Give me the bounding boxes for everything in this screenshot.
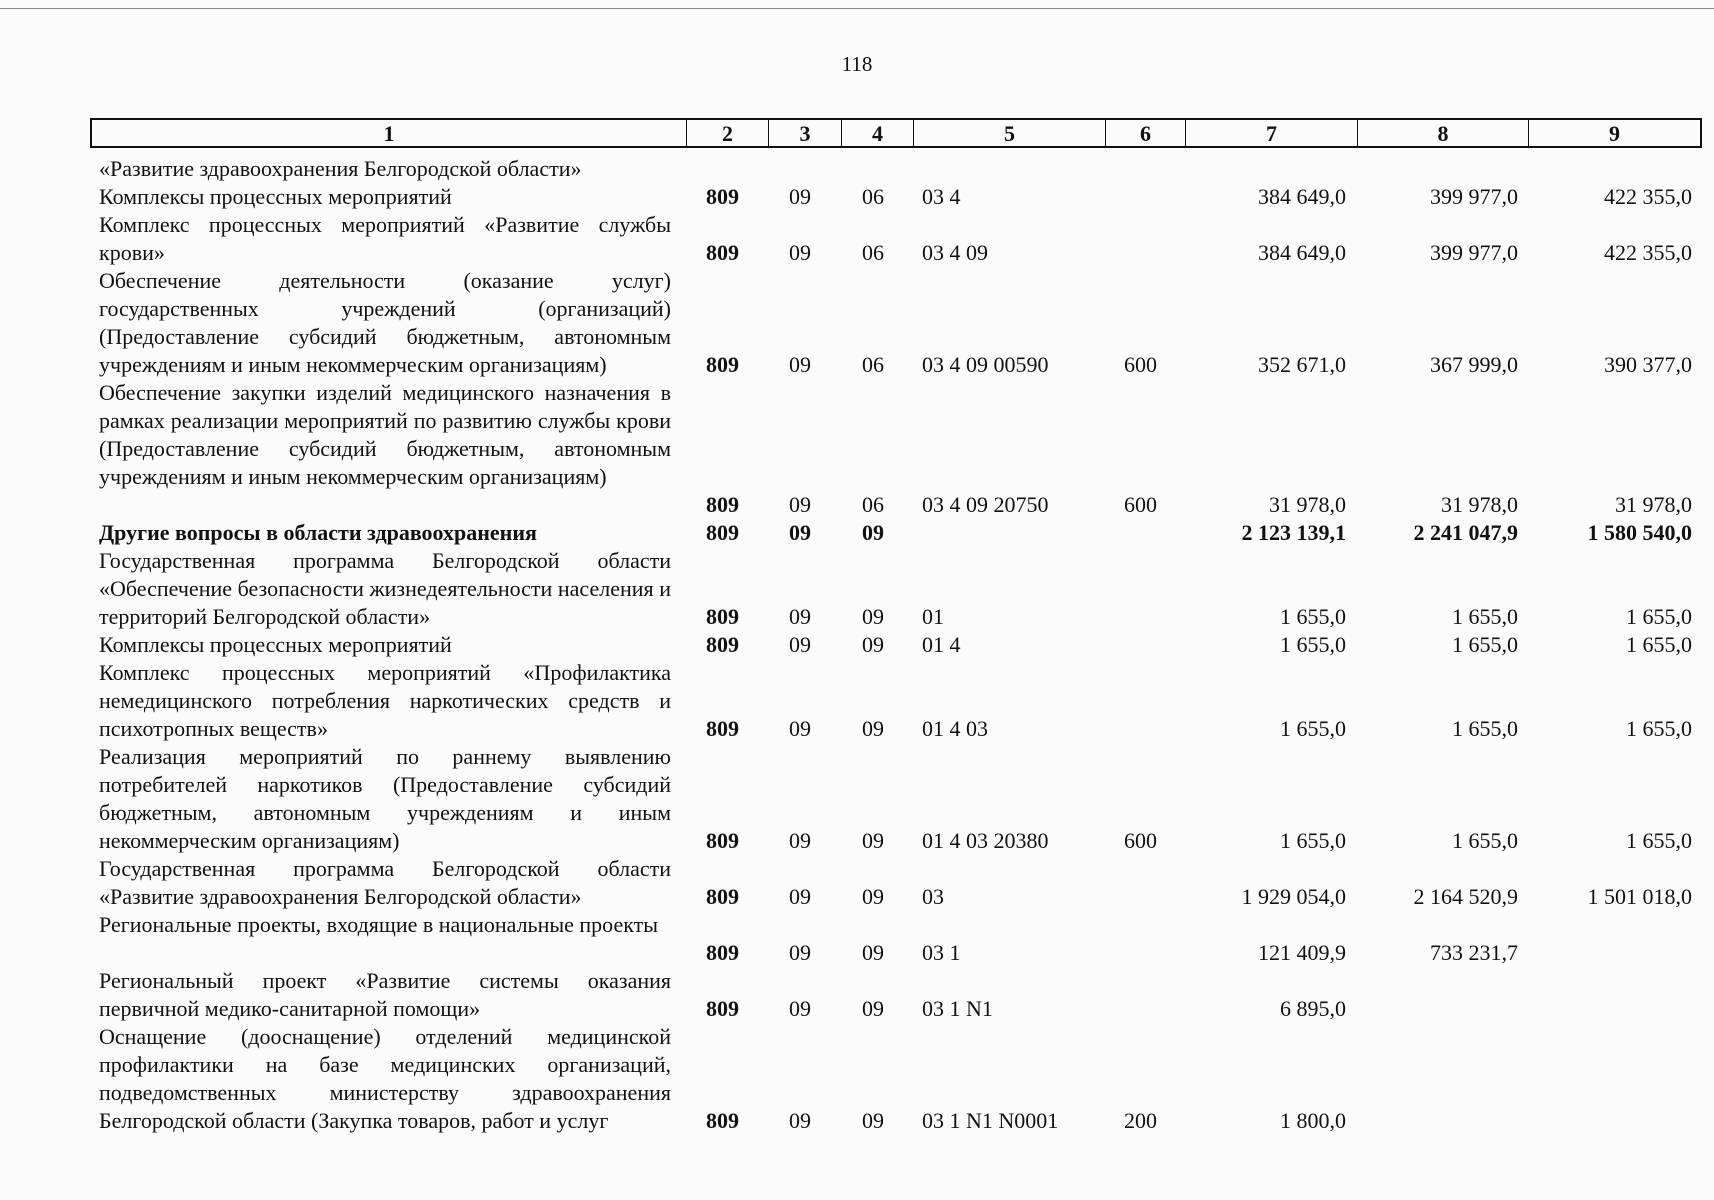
cell-subsection: 09 [862,632,884,657]
cell-subsection: 09 [862,940,884,965]
table-row [0,379,1714,519]
row-description: Реализация мероприятий по раннему выявлению потребителей наркотиков (Предоставление субсидий бюджетным, автономным учреждениям и иным некоммерческим организациям) [99,744,671,853]
cell-section: 09 [789,520,811,545]
cell-section: 09 [789,240,811,265]
cell-amount-col9: 1 655,0 [1626,828,1692,853]
cell-section: 09 [789,492,811,517]
cell-section: 09 [789,352,811,377]
cell-amount-col9: 1 501 018,0 [1587,884,1692,909]
cell-subsection: 06 [862,240,884,265]
cell-amount-col9: 422 355,0 [1604,184,1692,209]
row-description: «Развитие здравоохранения Белгородской области» [99,156,582,181]
cell-amount-col7: 31 978,0 [1269,492,1346,517]
cell-expense-type: 200 [1124,1108,1157,1133]
page-number: 118 [841,52,873,76]
column-header-8: 8 [1357,120,1528,146]
cell-subsection: 09 [862,520,884,545]
column-header-5: 5 [913,120,1105,146]
cell-target-article: 01 4 03 [922,716,988,741]
row-description: Государственная программа Белгородской области «Развитие здравоохранения Белгородской области» [99,856,671,909]
cell-amount-col8: 2 241 047,9 [1413,520,1518,545]
table-row [0,1023,1714,1135]
column-header-9: 9 [1528,120,1700,146]
cell-amount-col7: 1 655,0 [1280,716,1346,741]
cell-ministry-code: 809 [706,520,739,545]
cell-amount-col7: 1 929 054,0 [1241,884,1346,909]
cell-section: 09 [789,604,811,629]
table-row [0,183,1714,211]
row-description: Оснащение (дооснащение) отделений медицинской профилактики на базе медицинских организаций, подведомственных министерству здравоохранения Белгородской области (Закупка товаров, работ и услуг [99,1024,671,1133]
cell-amount-col7: 121 409,9 [1258,940,1346,965]
row-description: Обеспечение закупки изделий медицинского назначения в рамках реализации мероприятий по развитию службы крови (Предоставление субсидий бюджетным, автономным учреждениям и иным некоммерческим организациям) [99,380,671,489]
cell-target-article: 03 1 N1 N0001 [922,1108,1059,1133]
row-description: Комплексы процессных мероприятий [99,632,452,657]
cell-subsection: 09 [862,828,884,853]
cell-ministry-code: 809 [706,716,739,741]
column-header-6: 6 [1105,120,1185,146]
cell-amount-col8: 367 999,0 [1430,352,1518,377]
cell-subsection: 09 [862,716,884,741]
cell-amount-col8: 733 231,7 [1430,940,1518,965]
column-header-4: 4 [841,120,913,146]
row-description: Региональные проекты, входящие в национальные проекты [99,912,659,937]
cell-section: 09 [789,884,811,909]
cell-section: 09 [789,632,811,657]
cell-amount-col8: 1 655,0 [1452,632,1518,657]
cell-target-article: 03 4 09 00590 [922,352,1049,377]
table-row [0,631,1714,659]
cell-ministry-code: 809 [706,604,739,629]
table-row [0,659,1714,743]
cell-amount-col9: 422 355,0 [1604,240,1692,265]
cell-section: 09 [789,828,811,853]
cell-amount-col9: 1 580 540,0 [1587,520,1692,545]
cell-expense-type: 600 [1124,828,1157,853]
row-description: Обеспечение деятельности (оказание услуг) государственных учреждений (организаций) (Предоставление субсидий бюджетным, автономным учреждениям и иным некоммерческим организациям) [99,268,671,377]
cell-subsection: 06 [862,184,884,209]
cell-target-article: 03 4 09 [922,240,988,265]
cell-amount-col7: 2 123 139,1 [1241,520,1346,545]
cell-amount-col9: 1 655,0 [1626,632,1692,657]
cell-section: 09 [789,184,811,209]
cell-expense-type: 600 [1124,492,1157,517]
cell-amount-col7: 352 671,0 [1258,352,1346,377]
row-description: Комплекс процессных мероприятий «Развитие службы крови» [99,212,671,265]
cell-amount-col7: 1 655,0 [1280,828,1346,853]
cell-subsection: 09 [862,604,884,629]
cell-amount-col9: 1 655,0 [1626,604,1692,629]
table-row [0,155,1714,183]
cell-amount-col8: 1 655,0 [1452,604,1518,629]
cell-section: 09 [789,940,811,965]
cell-ministry-code: 809 [706,632,739,657]
row-description: Комплексы процессных мероприятий [99,184,452,209]
cell-amount-col8: 399 977,0 [1430,184,1518,209]
cell-amount-col7: 384 649,0 [1258,184,1346,209]
cell-target-article: 01 [922,604,944,629]
cell-target-article: 01 4 [922,632,961,657]
table-row [0,855,1714,911]
cell-subsection: 09 [862,996,884,1021]
cell-amount-col7: 384 649,0 [1258,240,1346,265]
cell-amount-col8: 2 164 520,9 [1413,884,1518,909]
cell-section: 09 [789,716,811,741]
cell-amount-col9: 390 377,0 [1604,352,1692,377]
cell-subsection: 06 [862,352,884,377]
cell-target-article: 03 4 [922,184,961,209]
cell-subsection: 09 [862,884,884,909]
cell-amount-col7: 1 800,0 [1280,1108,1346,1133]
column-header-2: 2 [686,120,768,146]
row-description: Другие вопросы в области здравоохранения [99,520,537,545]
column-header-1: 1 [383,121,395,146]
cell-ministry-code: 809 [706,884,739,909]
row-description: Региональный проект «Развитие системы оказания первичной медико-санитарной помощи» [99,968,671,1021]
table-row [0,547,1714,631]
cell-amount-col8: 399 977,0 [1430,240,1518,265]
cell-amount-col9: 1 655,0 [1626,716,1692,741]
cell-amount-col9: 31 978,0 [1615,492,1692,517]
cell-ministry-code: 809 [706,492,739,517]
cell-target-article: 03 1 [922,940,961,965]
table-row [0,211,1714,267]
column-header-7: 7 [1185,120,1357,146]
row-description: Государственная программа Белгородской области «Обеспечение безопасности жизнедеятельности населения и территорий Белгородской области» [99,548,671,629]
cell-target-article: 03 1 N1 [922,996,993,1021]
cell-amount-col7: 1 655,0 [1280,632,1346,657]
cell-ministry-code: 809 [706,352,739,377]
table-row [0,519,1714,547]
row-description: Комплекс процессных мероприятий «Профилактика немедицинского потребления наркотических средств и психотропных веществ» [99,660,671,741]
cell-amount-col7: 1 655,0 [1280,604,1346,629]
cell-amount-col8: 1 655,0 [1452,828,1518,853]
cell-target-article: 01 4 03 20380 [922,828,1049,853]
cell-expense-type: 600 [1124,352,1157,377]
cell-target-article: 03 4 09 20750 [922,492,1049,517]
cell-ministry-code: 809 [706,240,739,265]
cell-ministry-code: 809 [706,1108,739,1133]
cell-subsection: 06 [862,492,884,517]
cell-amount-col8: 1 655,0 [1452,716,1518,741]
cell-ministry-code: 809 [706,184,739,209]
cell-ministry-code: 809 [706,828,739,853]
cell-ministry-code: 809 [706,940,739,965]
cell-section: 09 [789,1108,811,1133]
table-row [0,911,1714,967]
table-row [0,267,1714,379]
cell-amount-col8: 31 978,0 [1441,492,1518,517]
cell-section: 09 [789,996,811,1021]
cell-target-article: 03 [922,884,944,909]
column-header-3: 3 [768,120,841,146]
cell-subsection: 09 [862,1108,884,1133]
cell-ministry-code: 809 [706,996,739,1021]
cell-amount-col7: 6 895,0 [1280,996,1346,1021]
table-row [0,743,1714,855]
table-row [0,967,1714,1023]
